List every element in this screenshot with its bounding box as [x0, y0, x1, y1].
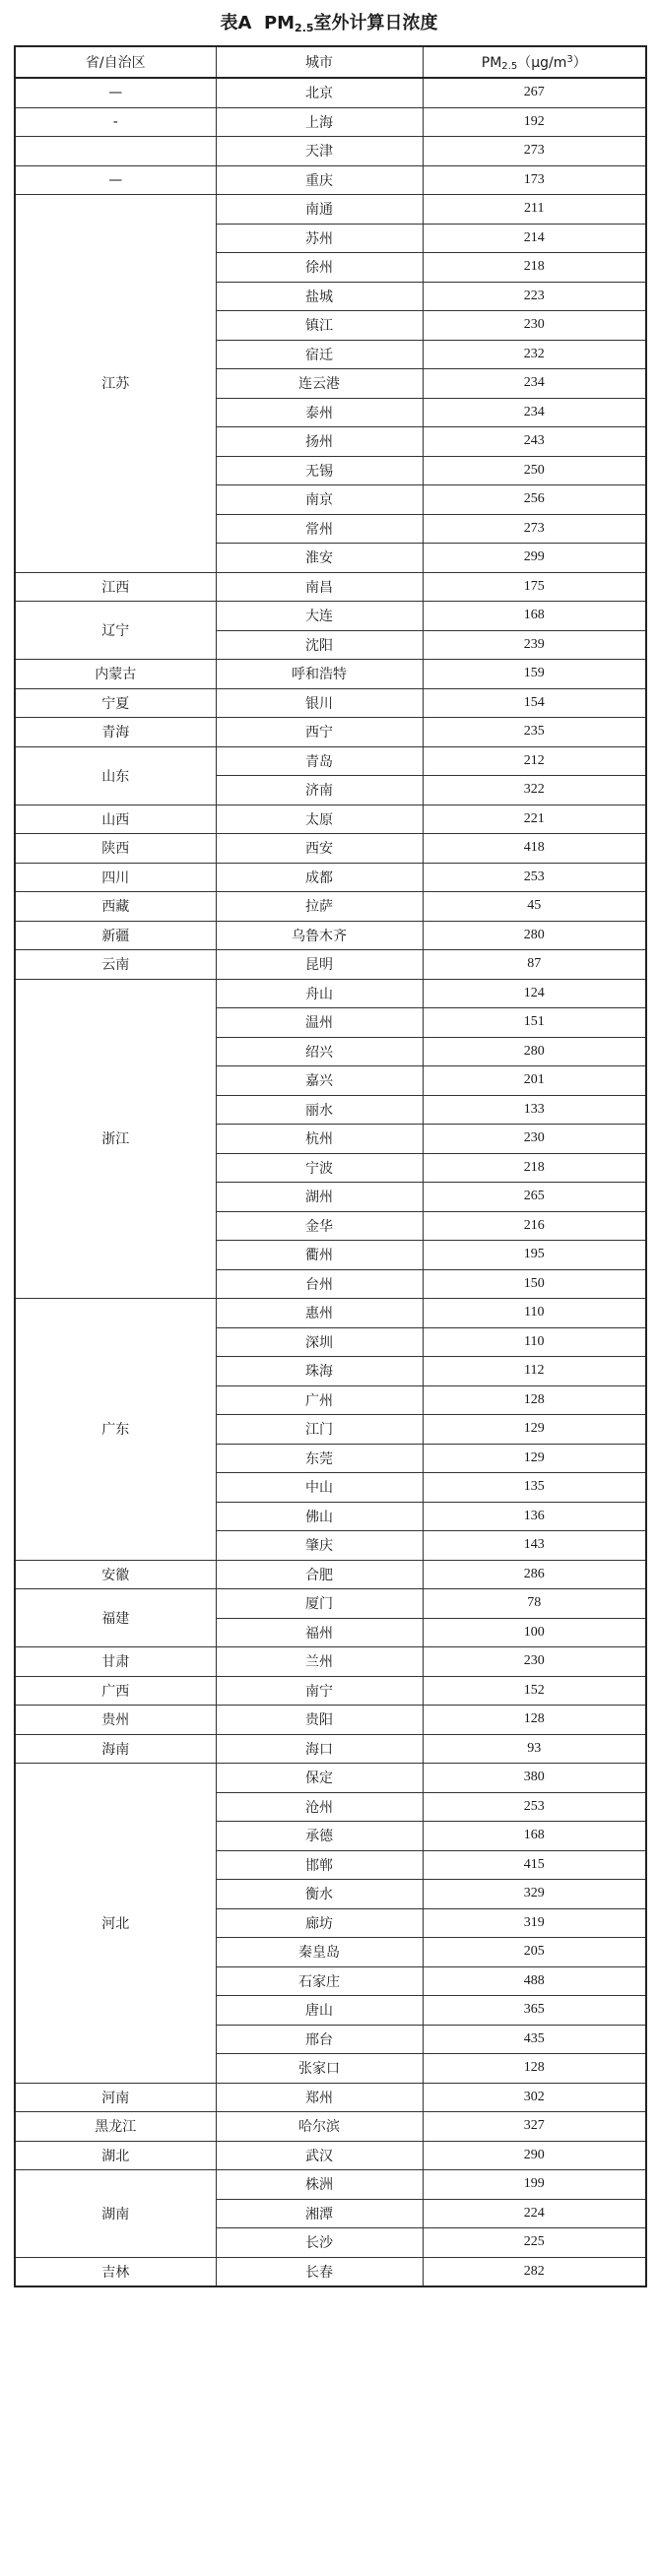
- city-cell: 拉萨: [216, 892, 423, 922]
- header-province: 省/自治区: [15, 46, 216, 78]
- value-cell: 280: [423, 921, 646, 950]
- province-cell: 云南: [15, 950, 216, 980]
- value-cell: 225: [423, 2228, 646, 2258]
- city-cell: 大连: [216, 602, 423, 631]
- province-cell: 广东: [15, 1299, 216, 1561]
- table-row: [15, 979, 646, 1008]
- value-cell: 211: [423, 195, 646, 225]
- city-cell: 南京: [216, 485, 423, 515]
- city-cell: 肇庆: [216, 1531, 423, 1561]
- table-row: [15, 2112, 646, 2142]
- value-cell: 212: [423, 746, 646, 776]
- city-cell: 惠州: [216, 1299, 423, 1328]
- value-cell: 154: [423, 688, 646, 718]
- value-cell: 380: [423, 1764, 646, 1793]
- value-cell: 286: [423, 1560, 646, 1589]
- header-city: 城市: [216, 46, 423, 78]
- city-cell: 丽水: [216, 1095, 423, 1125]
- table-row: [15, 195, 646, 225]
- value-cell: 290: [423, 2141, 646, 2170]
- city-cell: 邢台: [216, 2025, 423, 2054]
- city-cell: 杭州: [216, 1125, 423, 1154]
- city-cell: 乌鲁木齐: [216, 921, 423, 950]
- city-cell: 连云港: [216, 369, 423, 399]
- city-cell: 常州: [216, 514, 423, 544]
- city-cell: 宁波: [216, 1153, 423, 1183]
- table-row: [15, 2170, 646, 2200]
- value-cell: 253: [423, 1792, 646, 1822]
- table-row: [15, 137, 646, 166]
- city-cell: 佛山: [216, 1502, 423, 1531]
- value-cell: 195: [423, 1241, 646, 1270]
- value-cell: 128: [423, 1385, 646, 1415]
- table-row: [15, 2257, 646, 2286]
- table-row: [15, 921, 646, 950]
- province-cell: 湖北: [15, 2141, 216, 2170]
- value-cell: 302: [423, 2083, 646, 2112]
- city-cell: 温州: [216, 1008, 423, 1038]
- city-cell: 台州: [216, 1269, 423, 1299]
- city-cell: 衢州: [216, 1241, 423, 1270]
- table-row: [15, 602, 646, 631]
- city-cell: 厦门: [216, 1589, 423, 1619]
- city-cell: 北京: [216, 78, 423, 107]
- value-cell: 124: [423, 979, 646, 1008]
- table-row: [15, 746, 646, 776]
- city-cell: 昆明: [216, 950, 423, 980]
- city-cell: 西安: [216, 834, 423, 864]
- table-row: [15, 1734, 646, 1764]
- city-cell: 广州: [216, 1385, 423, 1415]
- value-cell: 280: [423, 1037, 646, 1066]
- province-cell: —: [15, 165, 216, 195]
- province-cell: 西藏: [15, 892, 216, 922]
- value-cell: 256: [423, 485, 646, 515]
- city-cell: 南通: [216, 195, 423, 225]
- value-cell: 199: [423, 2170, 646, 2200]
- city-cell: 东莞: [216, 1444, 423, 1473]
- province-cell: 内蒙古: [15, 660, 216, 689]
- value-cell: 282: [423, 2257, 646, 2286]
- value-cell: 87: [423, 950, 646, 980]
- city-cell: 舟山: [216, 979, 423, 1008]
- header-value-superscript: 3: [566, 54, 573, 65]
- pm25-table: [14, 45, 647, 2287]
- city-cell: 哈尔滨: [216, 2112, 423, 2142]
- table-row: [15, 863, 646, 892]
- province-cell: 新疆: [15, 921, 216, 950]
- city-cell: 徐州: [216, 253, 423, 283]
- value-cell: 136: [423, 1502, 646, 1531]
- province-cell: 山东: [15, 746, 216, 805]
- city-cell: 长沙: [216, 2228, 423, 2258]
- city-cell: 海口: [216, 1734, 423, 1764]
- value-cell: 267: [423, 78, 646, 107]
- value-cell: 418: [423, 834, 646, 864]
- city-cell: 贵阳: [216, 1706, 423, 1735]
- city-cell: 西宁: [216, 718, 423, 747]
- city-cell: 金华: [216, 1211, 423, 1241]
- city-cell: 邯郸: [216, 1850, 423, 1880]
- city-cell: 唐山: [216, 1996, 423, 2026]
- value-cell: 319: [423, 1908, 646, 1938]
- city-cell: 湘潭: [216, 2199, 423, 2228]
- city-cell: 泰州: [216, 398, 423, 427]
- city-cell: 银川: [216, 688, 423, 718]
- province-cell: 山西: [15, 805, 216, 834]
- province-cell: 陕西: [15, 834, 216, 864]
- province-cell: 广西: [15, 1676, 216, 1706]
- title-pm: PM: [263, 13, 296, 33]
- province-cell: 海南: [15, 1734, 216, 1764]
- city-cell: 南宁: [216, 1676, 423, 1706]
- city-cell: 武汉: [216, 2141, 423, 2170]
- province-cell: 辽宁: [15, 602, 216, 660]
- value-cell: 415: [423, 1850, 646, 1880]
- value-cell: 110: [423, 1299, 646, 1328]
- header-row: [15, 46, 646, 78]
- value-cell: 243: [423, 427, 646, 457]
- value-cell: 150: [423, 1269, 646, 1299]
- value-cell: 135: [423, 1473, 646, 1503]
- city-cell: 长春: [216, 2257, 423, 2286]
- city-cell: 合肥: [216, 1560, 423, 1589]
- city-cell: 福州: [216, 1618, 423, 1647]
- table-row: [15, 1299, 646, 1328]
- table-row: [15, 688, 646, 718]
- value-cell: 232: [423, 340, 646, 369]
- table-row: [15, 1589, 646, 1619]
- value-cell: 201: [423, 1066, 646, 1096]
- city-cell: 盐城: [216, 282, 423, 311]
- title-pm-subscript: 2.5: [295, 22, 314, 34]
- table-row: [15, 1764, 646, 1793]
- value-cell: 100: [423, 1618, 646, 1647]
- value-cell: 250: [423, 456, 646, 485]
- value-cell: 128: [423, 2054, 646, 2084]
- city-cell: 无锡: [216, 456, 423, 485]
- value-cell: 435: [423, 2025, 646, 2054]
- table-row: [15, 718, 646, 747]
- header-value-pm: PM: [481, 55, 502, 71]
- value-cell: 230: [423, 1647, 646, 1677]
- header-value-unit-close: ）: [572, 55, 587, 71]
- table-row: [15, 165, 646, 195]
- value-cell: 78: [423, 1589, 646, 1619]
- table-row: [15, 572, 646, 602]
- province-cell: 浙江: [15, 979, 216, 1299]
- value-cell: 265: [423, 1183, 646, 1212]
- city-cell: 沧州: [216, 1792, 423, 1822]
- province-cell: 河南: [15, 2083, 216, 2112]
- table-row: [15, 892, 646, 922]
- value-cell: 224: [423, 2199, 646, 2228]
- table-row: [15, 2083, 646, 2112]
- table-row: [15, 2141, 646, 2170]
- city-cell: 宿迁: [216, 340, 423, 369]
- table-row: [15, 950, 646, 980]
- value-cell: 110: [423, 1327, 646, 1357]
- value-cell: 230: [423, 1125, 646, 1154]
- value-cell: 129: [423, 1415, 646, 1445]
- city-cell: 湖州: [216, 1183, 423, 1212]
- city-cell: 呼和浩特: [216, 660, 423, 689]
- value-cell: 327: [423, 2112, 646, 2142]
- city-cell: 保定: [216, 1764, 423, 1793]
- city-cell: 江门: [216, 1415, 423, 1445]
- province-cell: 湖南: [15, 2170, 216, 2258]
- city-cell: 镇江: [216, 311, 423, 341]
- city-cell: 天津: [216, 137, 423, 166]
- city-cell: 张家口: [216, 2054, 423, 2084]
- province-cell: 四川: [15, 863, 216, 892]
- city-cell: 秦皇岛: [216, 1938, 423, 1967]
- value-cell: 173: [423, 165, 646, 195]
- value-cell: 45: [423, 892, 646, 922]
- province-cell: 黑龙江: [15, 2112, 216, 2142]
- title-prefix: 表A: [220, 13, 252, 33]
- city-cell: 株洲: [216, 2170, 423, 2200]
- value-cell: 129: [423, 1444, 646, 1473]
- city-cell: 苏州: [216, 224, 423, 253]
- province-cell: [15, 137, 216, 166]
- header-value: [423, 46, 646, 78]
- value-cell: 253: [423, 863, 646, 892]
- header-value-subscript: 2.5: [501, 61, 518, 72]
- city-cell: 石家庄: [216, 1966, 423, 1996]
- city-cell: 沈阳: [216, 630, 423, 660]
- value-cell: 152: [423, 1676, 646, 1706]
- province-cell: 安徽: [15, 1560, 216, 1589]
- city-cell: 重庆: [216, 165, 423, 195]
- province-cell: 江苏: [15, 195, 216, 573]
- value-cell: 175: [423, 572, 646, 602]
- province-cell: 贵州: [15, 1706, 216, 1735]
- value-cell: 93: [423, 1734, 646, 1764]
- city-cell: 中山: [216, 1473, 423, 1503]
- value-cell: 365: [423, 1996, 646, 2026]
- title-rest: 室外计算日浓度: [313, 13, 438, 33]
- province-cell: 甘肃: [15, 1647, 216, 1677]
- value-cell: 128: [423, 1706, 646, 1735]
- table-row: [15, 107, 646, 137]
- value-cell: 234: [423, 369, 646, 399]
- city-cell: 淮安: [216, 544, 423, 573]
- city-cell: 绍兴: [216, 1037, 423, 1066]
- value-cell: 299: [423, 544, 646, 573]
- province-cell: 宁夏: [15, 688, 216, 718]
- value-cell: 230: [423, 311, 646, 341]
- city-cell: 郑州: [216, 2083, 423, 2112]
- value-cell: 273: [423, 137, 646, 166]
- value-cell: 488: [423, 1966, 646, 1996]
- value-cell: 218: [423, 1153, 646, 1183]
- value-cell: 239: [423, 630, 646, 660]
- value-cell: 322: [423, 776, 646, 805]
- value-cell: 168: [423, 1822, 646, 1851]
- table-title: [0, 4, 658, 43]
- city-cell: 深圳: [216, 1327, 423, 1357]
- city-cell: 廊坊: [216, 1908, 423, 1938]
- province-cell: 江西: [15, 572, 216, 602]
- table-row: [15, 1647, 646, 1677]
- value-cell: 214: [423, 224, 646, 253]
- city-cell: 济南: [216, 776, 423, 805]
- header-value-unit: （μg/m: [517, 55, 567, 71]
- city-cell: 成都: [216, 863, 423, 892]
- value-cell: 223: [423, 282, 646, 311]
- province-cell: 青海: [15, 718, 216, 747]
- value-cell: 133: [423, 1095, 646, 1125]
- city-cell: 扬州: [216, 427, 423, 457]
- table-row: [15, 1560, 646, 1589]
- city-cell: 珠海: [216, 1357, 423, 1386]
- value-cell: 159: [423, 660, 646, 689]
- value-cell: 329: [423, 1880, 646, 1909]
- city-cell: 兰州: [216, 1647, 423, 1677]
- value-cell: 216: [423, 1211, 646, 1241]
- table-row: [15, 660, 646, 689]
- city-cell: 青岛: [216, 746, 423, 776]
- value-cell: 221: [423, 805, 646, 834]
- province-cell: 福建: [15, 1589, 216, 1647]
- province-cell: 吉林: [15, 2257, 216, 2286]
- city-cell: 嘉兴: [216, 1066, 423, 1096]
- value-cell: 168: [423, 602, 646, 631]
- value-cell: 273: [423, 514, 646, 544]
- province-cell: -: [15, 107, 216, 137]
- city-cell: 承德: [216, 1822, 423, 1851]
- province-cell: 河北: [15, 1764, 216, 2084]
- table-body: [15, 78, 646, 2286]
- city-cell: 南昌: [216, 572, 423, 602]
- table-row: [15, 805, 646, 834]
- table-row: [15, 1676, 646, 1706]
- value-cell: 192: [423, 107, 646, 137]
- value-cell: 235: [423, 718, 646, 747]
- value-cell: 234: [423, 398, 646, 427]
- value-cell: 205: [423, 1938, 646, 1967]
- value-cell: 151: [423, 1008, 646, 1038]
- value-cell: 143: [423, 1531, 646, 1561]
- value-cell: 112: [423, 1357, 646, 1386]
- table-row: [15, 1706, 646, 1735]
- city-cell: 衡水: [216, 1880, 423, 1909]
- value-cell: 218: [423, 253, 646, 283]
- table-row: [15, 78, 646, 107]
- city-cell: 太原: [216, 805, 423, 834]
- table-row: [15, 834, 646, 864]
- city-cell: 上海: [216, 107, 423, 137]
- province-cell: —: [15, 78, 216, 107]
